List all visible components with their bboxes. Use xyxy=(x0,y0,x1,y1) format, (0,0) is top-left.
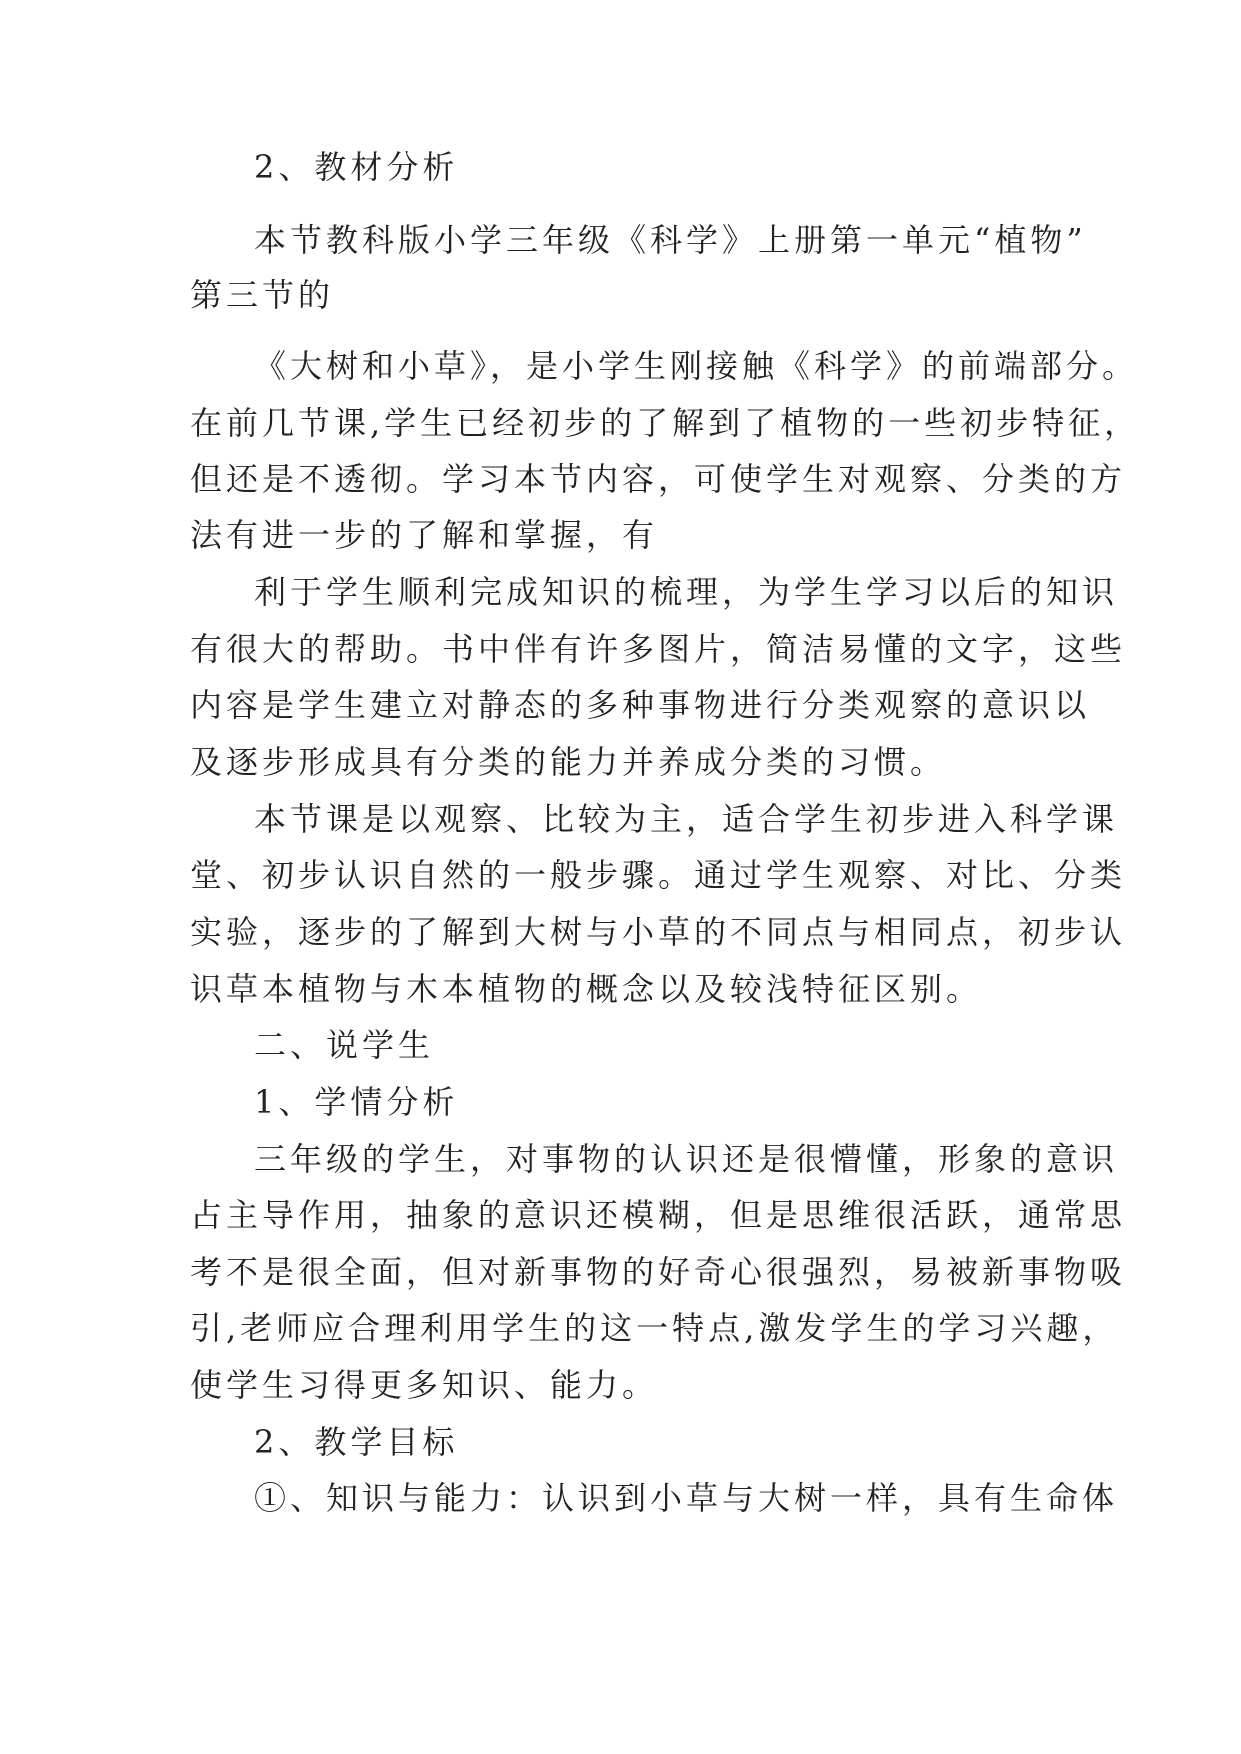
section-heading-students: 二、说学生 xyxy=(254,1026,435,1064)
section-heading-textbook-analysis: 2、教材分析 xyxy=(254,148,459,186)
paragraph-line: 引,老师应合理利用学生的这一特点,激发学生的学习兴趣， xyxy=(190,1309,1119,1347)
paragraph-line: 内容是学生建立对静态的多种事物进行分类观察的意识以 xyxy=(190,686,1091,724)
paragraph-line: 有很大的帮助。书中伴有许多图片，简洁易懂的文字，这些 xyxy=(190,630,1127,668)
paragraph-line: 三年级的学生，对事物的认识还是很懵懂，形象的意识 xyxy=(254,1140,1119,1178)
paragraph-line: ①、知识与能力：认识到小草与大树一样，具有生命体 xyxy=(254,1479,1119,1517)
paragraph-line: 《大树和小草》，是小学生刚接触《科学》的前端部分。 xyxy=(254,347,1139,385)
paragraph-line: 本节教科版小学三年级《科学》上册第一单元“植物” xyxy=(254,221,1087,259)
paragraph-line: 实验，逐步的了解到大树与小草的不同点与相同点，初步认 xyxy=(190,913,1127,951)
paragraph-line: 第三节的 xyxy=(190,276,335,314)
paragraph-line: 但还是不透彻。学习本节内容，可使学生对观察、分类的方 xyxy=(190,460,1127,498)
paragraph-line: 在前几节课,学生已经初步的了解到了植物的一些初步特征， xyxy=(190,404,1141,442)
paragraph-line: 使学生习得更多知识、能力。 xyxy=(190,1366,659,1404)
paragraph-line: 占主导作用，抽象的意识还模糊，但是思维很活跃，通常思 xyxy=(190,1196,1127,1234)
section-heading-teaching-goals: 2、教学目标 xyxy=(254,1423,459,1461)
paragraph-line: 堂、初步认识自然的一般步骤。通过学生观察、对比、分类 xyxy=(190,856,1127,894)
paragraph-line: 法有进一步的了解和掌握，有 xyxy=(190,516,659,554)
paragraph-line: 考不是很全面，但对新事物的好奇心很强烈，易被新事物吸 xyxy=(190,1253,1127,1291)
section-heading-learning-analysis: 1、学情分析 xyxy=(254,1083,459,1121)
paragraph-line: 及逐步形成具有分类的能力并养成分类的习惯。 xyxy=(190,743,947,781)
paragraph-line: 识草本植物与木本植物的概念以及较浅特征区别。 xyxy=(190,970,983,1008)
paragraph-line: 利于学生顺利完成知识的梳理，为学生学习以后的知识 xyxy=(254,573,1119,611)
paragraph-line: 本节课是以观察、比较为主，适合学生初步进入科学课 xyxy=(254,800,1119,838)
